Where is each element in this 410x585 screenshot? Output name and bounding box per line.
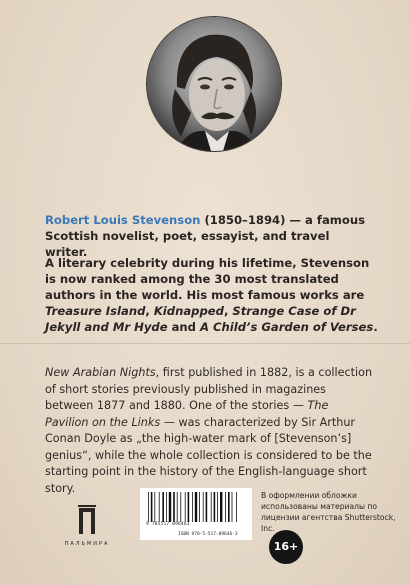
author-name: Robert Louis Stevenson [45,213,201,227]
barcode-bar [159,492,160,522]
barcode-bars [146,492,246,522]
barcode-bar [225,492,226,522]
barcode-bar [154,492,155,522]
barcode-bar [185,492,186,522]
publisher-logo [47,505,127,547]
barcode-bar [192,492,193,522]
description-text: — was characterized by Sir Arthur Conan Doyle as „the high-water mark of [Stevenson’s] genius“, while the whole collection is considered to be the starting point in the history of the English-language short story. [45,415,372,495]
description-text: , first published in 1882, is a collection of short stories previously published in magazines between 1877 and 1880. One of the stories — [45,366,373,412]
author-bio [45,212,375,260]
barcode-bar [206,492,208,522]
barcode-bar [180,492,181,522]
barcode-bar [217,492,218,522]
barcode-bar [195,492,197,522]
publisher-name: ПАЛЬМИРА [64,541,110,547]
author-bio-text: (1850–1894) — a famous Scottish novelist, poet, essayist, and travel writer. [45,213,365,259]
barcode-bar [188,492,190,522]
portrait-image [147,17,281,151]
barcode-bar [148,492,149,522]
barcode-bar [214,492,216,522]
barcode-bar [162,492,164,522]
barcode [140,488,252,540]
work-title: Treasure Island [45,304,146,318]
age-rating-badge: 16+ [269,530,303,564]
barcode-bar [228,492,230,522]
barcode-bar [236,492,237,522]
barcode-bar [211,492,212,522]
barcode-bar [199,492,200,522]
works-separator: and [167,320,201,334]
works-separator: , [145,304,154,318]
story-title: The Pavilion on the Links [45,399,329,429]
book-title: New Arabian Nights [45,366,156,379]
isbn-number: ISBN 978-5-517-09646-3 [178,532,238,537]
author-works [45,255,380,335]
barcode-bar [151,492,153,522]
work-title: A Child’s Garden of Verses [200,320,374,334]
work-title: Strange Case of Dr Jekyll and Mr Hyde [45,304,356,334]
barcode-bar [220,492,222,522]
works-intro: A literary celebrity during his lifetime, Stevenson is now ranked among the 30 most translated authors in the world. His most famous works are [45,256,370,302]
works-end: . [373,320,378,334]
barcode-bar [173,492,175,522]
section-divider [0,343,410,344]
author-portrait [147,17,281,151]
book-description [45,365,375,497]
barcode-bar [177,492,178,522]
barcode-bar [169,492,171,522]
publisher-gate-icon [78,505,96,535]
barcode-digits: 9 785517 096463 [146,522,190,527]
works-separator: , [223,304,233,318]
barcode-bar [166,492,167,522]
barcode-bar [203,492,204,522]
work-title: Kidnapped [153,304,224,318]
barcode-bar [232,492,233,522]
license-notice: В оформлении обложки использованы материалы по лицензии агентства Shutterstock, Inc. [261,491,396,533]
